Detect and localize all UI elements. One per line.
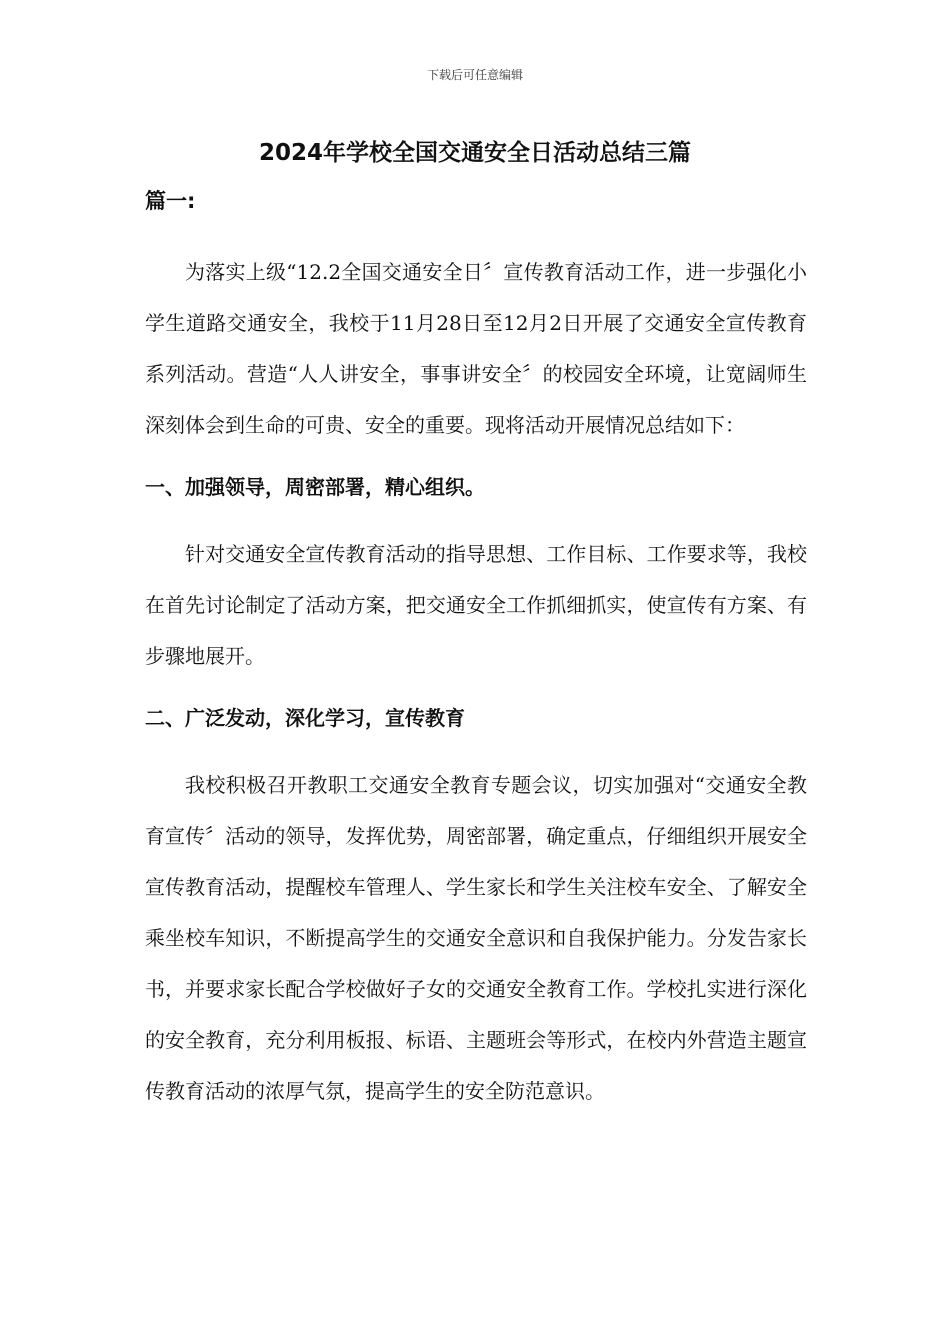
document-title: 2024年学校全国交通安全日活动总结三篇	[258, 140, 691, 166]
section-2-paragraph: 我校积极召开教职工交通安全教育专题会议，切实加强对“交通安全教育宣传〞活动的领导，发挥优势，周密部署，确定重点，仔细组织开展安全宣传教育活动，提醒校车管理人、学生家长和学生关注校车安全、了解安全乘坐校车知识，不断提高学生的交通安全意识和自我保护能力。分发告家长书，并要求家长配合学校做好子女的交通安全教育工作。学校扎实进行深化的安全教育，充分利用板报、标语、主题班会等形式，在校内外营造主题宣传教育活动的浓厚气氛，提高学生的安全防范意识。	[145, 773, 807, 1103]
section-heading-2: 二、广泛发动，深化学习，宣传教育	[145, 706, 465, 730]
intro-paragraph: 为落实上级“12.2全国交通安全日〞宣传教育活动工作，进一步强化小学生道路交通安全，我校于11月28日至12月2日开展了交通安全宣传教育系列活动。营造“人人讲安全，事事讲安全〞的校园安全环境，让宽阔师生深刻体会到生命的可贵、安全的重要。现将活动开展情况总结如下：	[145, 260, 807, 437]
section-1-paragraph: 针对交通安全宣传教育活动的指导思想、工作目标、工作要求等，我校在首先讨论制定了活动方案，把交通安全工作抓细抓实，使宣传有方案、有步骤地展开。	[145, 542, 807, 668]
header-note: 下载后可任意编辑	[426, 68, 523, 82]
part-heading: 篇一:	[145, 189, 196, 213]
section-heading-1: 一、加强领导，周密部署，精心组织。	[145, 475, 485, 499]
document-body	[145, 181, 807, 1117]
